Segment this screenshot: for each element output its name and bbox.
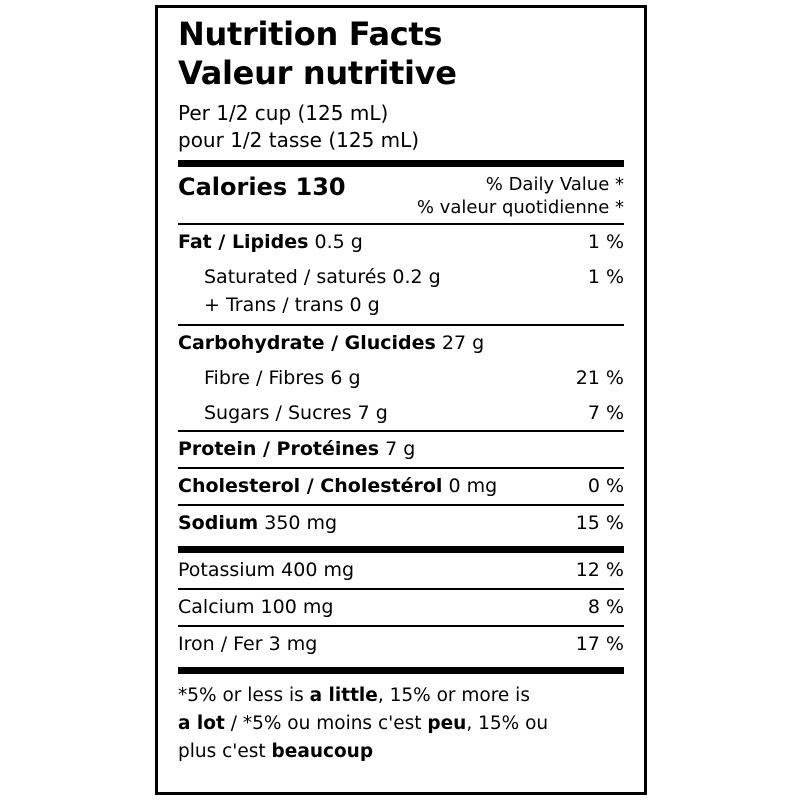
nutrient-amount: 350 mg	[264, 511, 338, 534]
table-row	[178, 225, 624, 260]
fat-subrows	[178, 260, 624, 324]
nutrient-name	[178, 292, 380, 320]
footnote-line-3: plus c'est beaucoup	[178, 740, 374, 762]
nutrient-dv: 15 %	[575, 511, 624, 534]
nutrient-amount: 3 mg	[268, 632, 318, 655]
nutrient-label: Potassium	[178, 559, 276, 582]
nutrient-dv: 0 %	[587, 474, 624, 497]
page-title-en: Nutrition Facts	[178, 15, 443, 53]
nutrition-facts-panel	[155, 5, 647, 795]
nutrient-label: Iron / Fer	[178, 632, 263, 655]
page-title-fr: Valeur nutritive	[178, 53, 457, 92]
daily-value-header-fr: % valeur quotidienne *	[416, 196, 624, 218]
nutrient-name	[178, 558, 354, 583]
footnote-line-2: a lot / *5% ou moins c'est peu, 15% ou	[178, 713, 549, 735]
divider-thick-top	[178, 160, 624, 167]
nutrient-name	[178, 474, 497, 499]
nutrient-name	[178, 511, 337, 536]
nutrient-amount: 0 g	[349, 293, 380, 316]
nutrient-label: Fibre / Fibres	[204, 366, 325, 389]
nutrient-amount: 0 mg	[448, 474, 498, 497]
daily-value-header	[417, 173, 624, 220]
daily-value-header-en: % Daily Value *	[485, 173, 624, 195]
nutrient-label: Saturated / saturés	[204, 266, 387, 289]
nutrient-dv: 12 %	[575, 559, 624, 582]
table-row	[178, 432, 624, 467]
footnote	[178, 674, 624, 765]
divider-thick-middle	[178, 546, 624, 553]
serving-size	[178, 100, 624, 154]
nutrient-dv: 7 %	[587, 401, 624, 424]
table-row	[178, 396, 624, 431]
nutrient-name	[178, 401, 388, 426]
nutrient-amount: 0.5 g	[314, 231, 363, 254]
calories-label: Calories 130	[178, 172, 346, 201]
nutrient-label: Calcium	[178, 595, 255, 618]
nutrient-amount: 7 g	[357, 401, 388, 424]
nutrient-label: Sodium	[178, 511, 259, 534]
nutrient-dv: 1 %	[587, 266, 624, 289]
table-row	[178, 553, 624, 588]
table-row	[178, 627, 624, 662]
nutrient-name	[178, 632, 317, 657]
nutrient-name	[178, 437, 415, 462]
table-row	[178, 469, 624, 504]
nutrient-amount: 7 g	[385, 438, 416, 461]
nutrient-amount: 400 mg	[281, 559, 355, 582]
footnote-line-1: *5% or less is a little, 15% or more is	[178, 685, 530, 707]
nutrient-name	[178, 230, 363, 255]
table-row	[178, 361, 624, 396]
nutrition-facts-content	[178, 16, 624, 786]
serving-size-en: Per 1/2 cup (125 mL)	[178, 100, 389, 125]
nutrient-name	[178, 595, 333, 620]
nutrient-amount: 0.2 g	[392, 266, 441, 289]
serving-size-fr: pour 1/2 tasse (125 mL)	[178, 127, 420, 152]
nutrient-label: Sugars / Sucres	[204, 401, 352, 424]
nutrient-label: Cholesterol / Cholestérol	[178, 474, 443, 497]
nutrient-label: Protein / Protéines	[178, 438, 380, 461]
nutrient-name	[178, 366, 361, 391]
nutrient-dv: 17 %	[575, 632, 624, 655]
table-row	[178, 506, 624, 541]
nutrient-amount: 100 mg	[260, 595, 334, 618]
table-row	[178, 590, 624, 625]
nutrient-label: Fat / Lipides	[178, 231, 309, 254]
table-row	[178, 326, 624, 361]
divider-thick-bottom	[178, 667, 624, 674]
nutrient-amount: 6 g	[330, 366, 361, 389]
nutrient-name	[178, 331, 484, 356]
nutrient-label: + Trans / trans	[204, 293, 344, 316]
nutrient-label: Carbohydrate / Glucides	[178, 332, 436, 355]
nutrient-dv: 21 %	[575, 366, 624, 389]
calories-row	[178, 167, 624, 224]
nutrient-amount: 27 g	[441, 332, 485, 355]
nutrient-dv: 8 %	[587, 595, 624, 618]
nutrient-name	[178, 264, 441, 292]
nutrient-dv: 1 %	[587, 231, 624, 254]
